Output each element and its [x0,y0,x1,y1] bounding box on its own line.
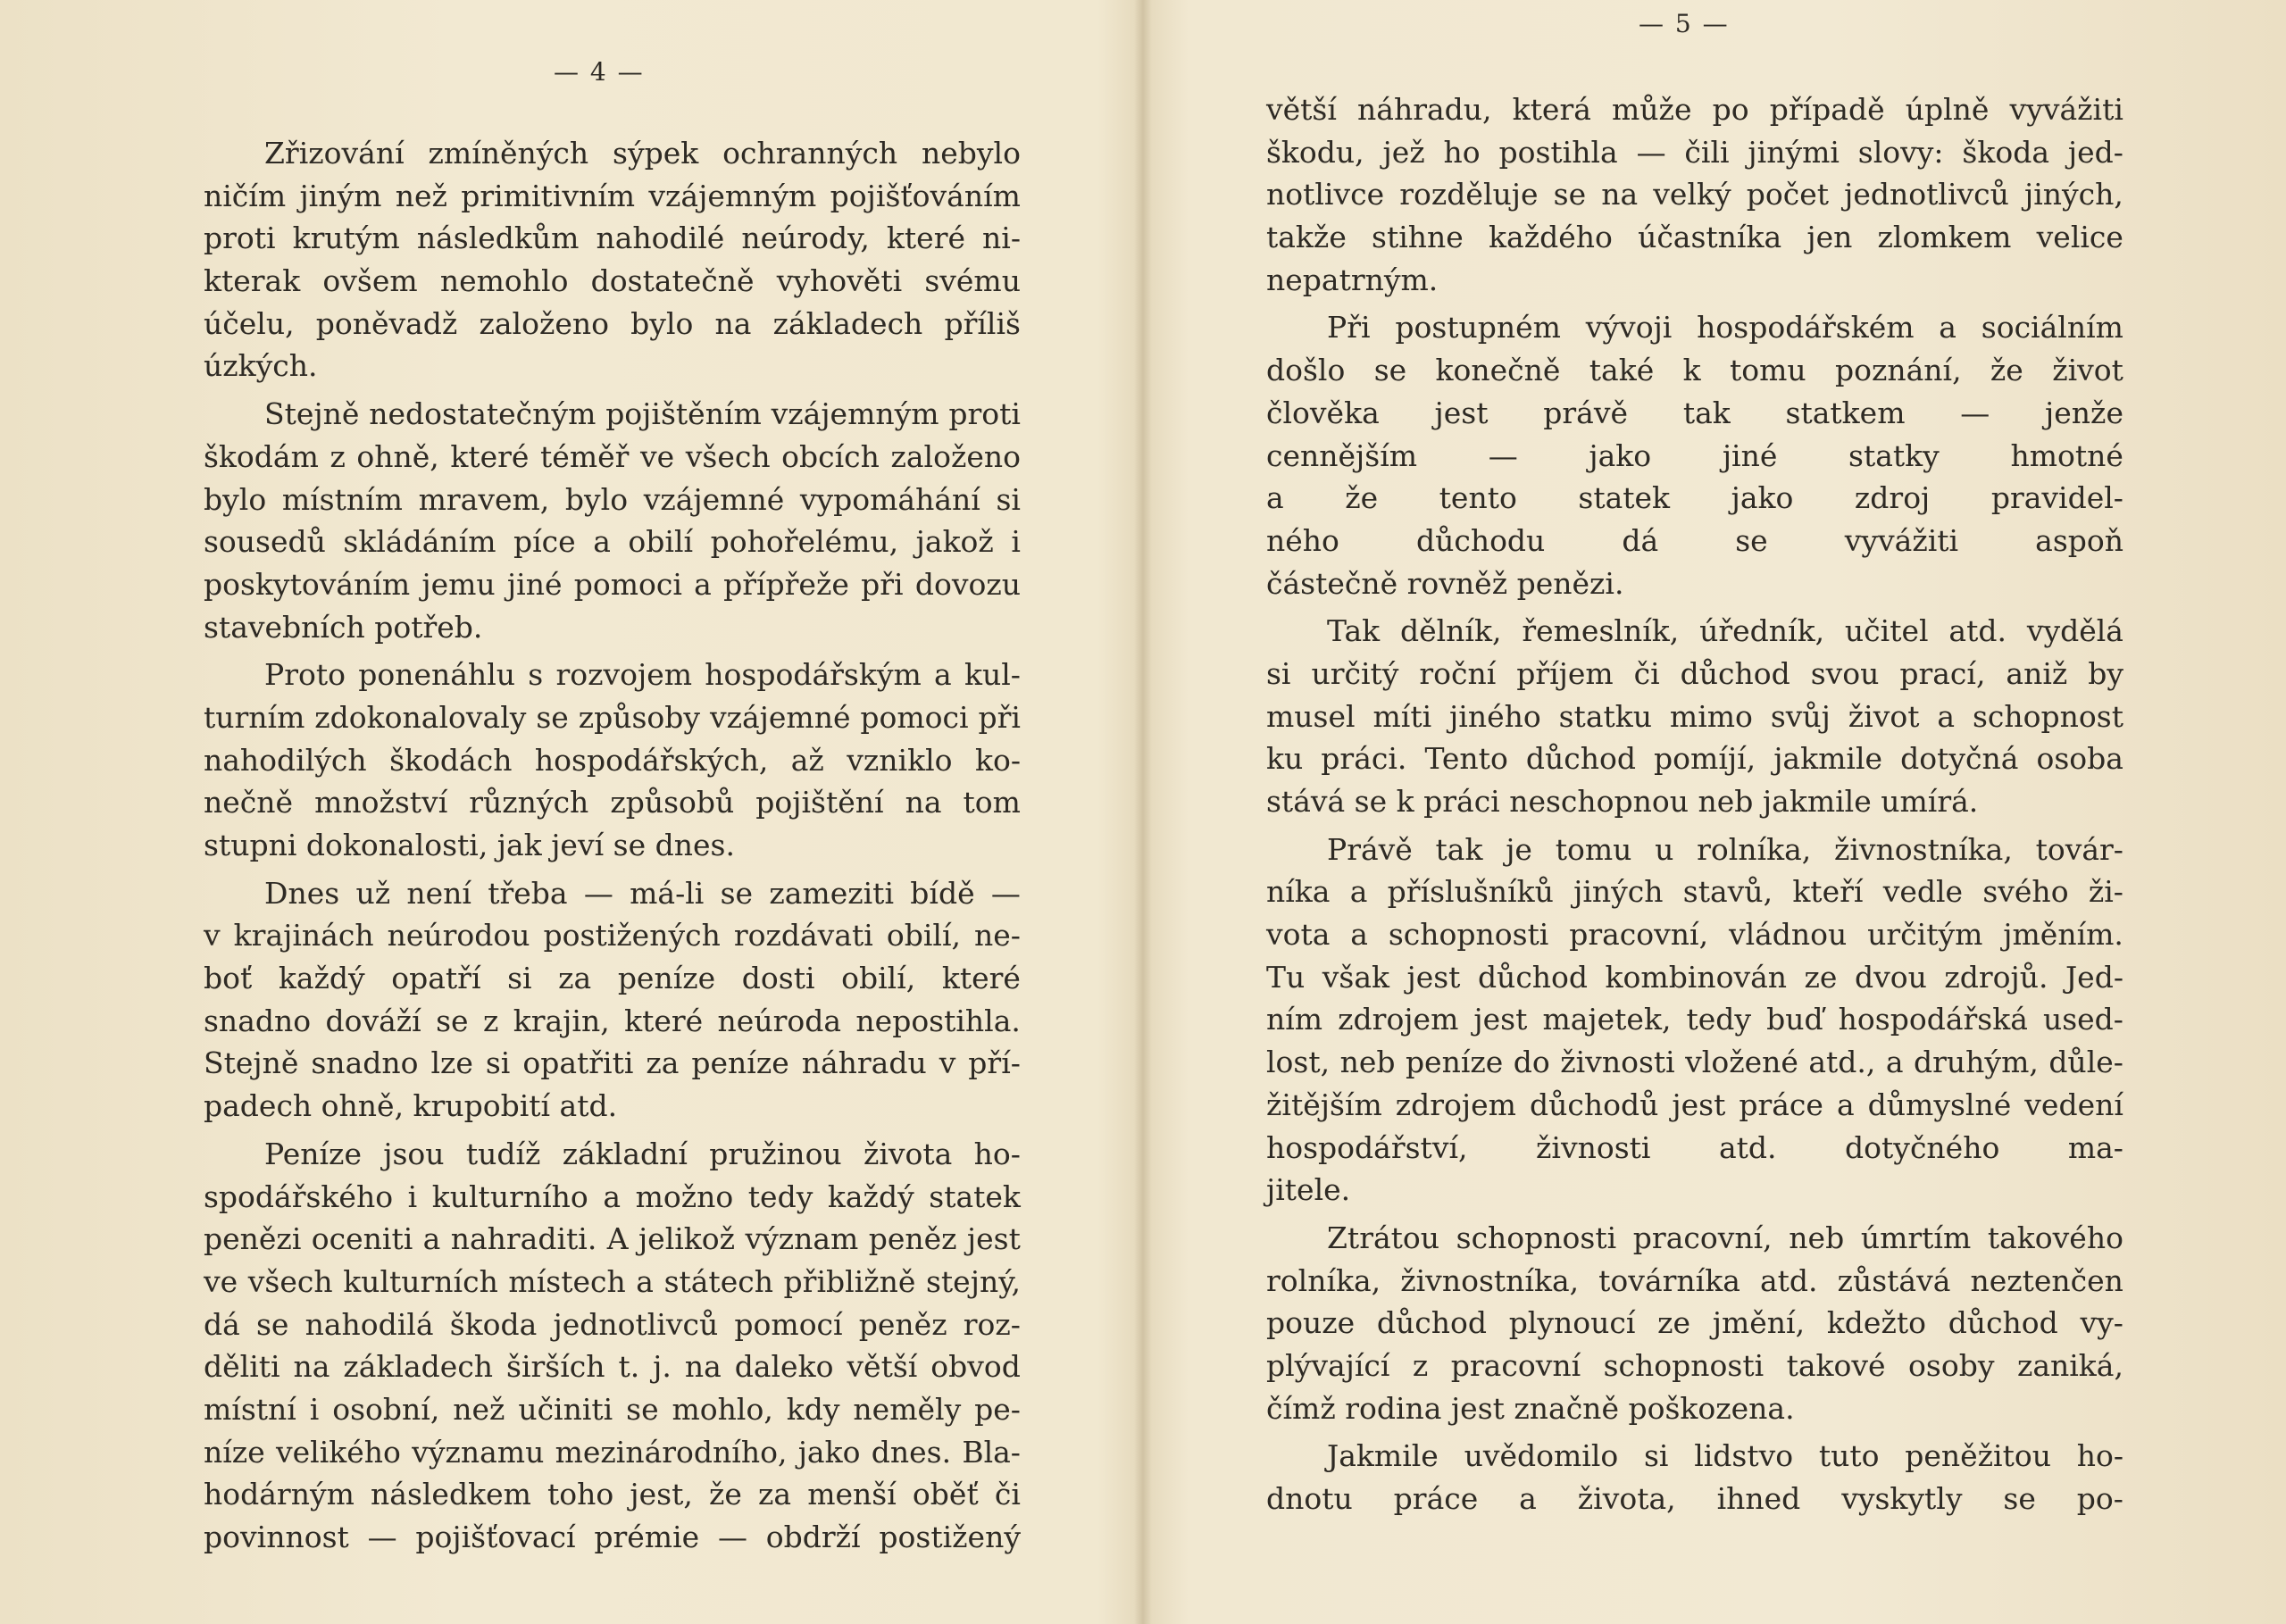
text-line: škodám z ohně, které téměř ve všech obcích založeno [204,438,1021,474]
text-line: stavebních potřeb. [204,609,483,645]
paragraph [204,393,1021,648]
text-line: Dnes už není třeba — má-li se zameziti bídě — [264,875,1021,911]
paragraph [1266,829,2123,1212]
text-line: musel míti jiného statku mimo svůj život a schopnost [1266,698,2123,734]
text-line: kterak ovšem nemohlo dostatečně vyhověti svému [204,263,1021,299]
right-page [1143,0,2286,1624]
text-line: Jakmile uvědomilo si lidstvo tuto peněžitou ho- [1327,1438,2123,1474]
paragraph [1266,88,2123,301]
paragraph [204,132,1021,387]
text-line: účelu, poněvadž založeno bylo na základech příliš [204,305,1021,341]
text-line: a že tento statek jako zdroj pravidel- [1266,480,2123,516]
text-line: níze velikého významu mezinárodního, jako dnes. Bla- [204,1434,1021,1470]
text-line: Stejně nedostatečným pojištěním vzájemným proti [264,396,1021,432]
text-line: pouze důchod plynoucí ze jmění, kdežto důchod vy- [1266,1305,2123,1341]
text-line: Právě tak je tomu u rolníka, živnostníka, továr- [1327,831,2123,867]
text-line: nečně množství různých způsobů pojištění na tom [204,785,1021,820]
text-line: nepatrným. [1266,262,1439,297]
text-line: níka a příslušníků jiných stavů, kteří vedle svého ži- [1266,874,2123,910]
text-line: padech ohně, krupobití atd. [204,1088,618,1124]
text-line: hospodářství, živnosti atd. dotyčného ma- [1266,1129,2123,1165]
paragraph [1266,1217,2123,1429]
text-line: Stejně snadno lze si opatřiti za peníze náhradu v pří- [204,1045,1021,1081]
text-line: Peníze jsou tudíž základní pružinou života ho- [264,1136,1021,1171]
text-line: plývající z pracovní schopnosti takové osoby zaniká, [1266,1347,2123,1383]
text-line: ku práci. Tento důchod pomíjí, jakmile dotyčná osoba [1266,741,2123,777]
text-line: takže stihne každého účastníka jen zlomkem velice [1266,220,2123,255]
text-line: hodárným následkem toho jest, že za menší oběť či [204,1477,1021,1512]
text-line: boť každý opatří si za peníze dosti obilí, které [204,961,1021,996]
text-line: ničím jiným než primitivním vzájemným pojišťováním [204,178,1021,213]
text-line: lost, neb peníze do živnosti vložené atd., a druhým, důle- [1266,1045,2123,1080]
text-line: ného důchodu dá se vyvážiti aspoň [1266,522,2123,558]
text-line: cennějším — jako jiné statky hmotné [1266,437,2123,473]
text-line: škodu, jež ho postihla — čili jinými slovy: škoda jed- [1266,134,2123,170]
text-line: povinnost — pojišťovací prémie — obdrží postižený [204,1520,1021,1554]
text-line: jitele. [1266,1172,1351,1208]
paragraph [204,654,1021,866]
text-line: penězi oceniti a nahraditi. A jelikož význam peněz jest [204,1221,1021,1257]
text-line: bylo místním mravem, bylo vzájemné vypomáhání si [204,481,1021,517]
left-page-text [204,132,1021,1564]
text-line: ve všech kulturních místech a státech přibližně stejný, [204,1263,1021,1299]
text-line: si určitý roční příjem či důchod svou prací, aniž by [1266,655,2123,691]
text-line: Při postupném vývoji hospodářském a sociálním [1327,310,2123,346]
paragraph [204,872,1021,1128]
text-line: Proto ponenáhlu s rozvojem hospodářským a kul- [264,657,1021,693]
right-page-text [1266,88,2123,1526]
paragraph [1266,610,2123,822]
text-line: rolníka, živnostníka, továrníka atd. zůstává neztenčen [1266,1262,2123,1298]
text-line: došlo se konečně také k tomu poznání, že život [1266,353,2123,388]
paragraph [204,1133,1021,1559]
text-line: dá se nahodilá škoda jednotlivců pomocí peněz roz- [204,1306,1021,1342]
text-line: proti krutým následkům nahodilé neúrody, které ni- [204,221,1021,256]
text-line: čímž rodina jest značně poškozena. [1266,1390,1795,1426]
text-line: Tak dělník, řemeslník, úředník, učitel atd. vydělá [1327,613,2123,649]
paragraph [1266,1435,2123,1520]
text-line: částečně rovněž penězi. [1266,565,1624,601]
text-line: vota a schopnosti pracovní, vládnou určitým jměním. [1266,917,2123,953]
text-line: Ztrátou schopnosti pracovní, neb úmrtím takového [1327,1220,2123,1255]
page-number: — 4 — [554,57,645,87]
text-line: turním zdokonalovaly se způsoby vzájemné pomoci při [204,699,1021,735]
text-line: místní i osobní, než učiniti se mohlo, kdy neměly pe- [204,1391,1021,1427]
text-line: děliti na základech širších t. j. na daleko větší obvod [204,1349,1021,1385]
text-line: dnotu práce a života, ihned vyskytly se po- [1266,1481,2123,1516]
paragraph [1266,306,2123,604]
text-line: spodářského i kulturního a možno tedy každý statek [204,1178,1021,1214]
text-line: ním zdrojem jest majetek, tedy buď hospodářská used- [1266,1002,2123,1037]
text-line: stává se k práci neschopnou neb jakmile umírá. [1266,784,1979,819]
text-line: nahodilých škodách hospodářských, až vzniklo ko- [204,742,1021,778]
text-line: Tu však jest důchod kombinován ze dvou zdrojů. Jed- [1266,959,2123,995]
text-line: snadno dováží se z krajin, které neúroda nepostihla. [204,1003,1021,1038]
text-line: poskytováním jemu jiné pomoci a přípřeže při dovozu [204,566,1021,602]
text-line: sousedů skládáním píce a obilí pohořelému, jakož i [204,524,1021,560]
text-line: notlivce rozděluje se na velký počet jednotlivců jiných, [1266,177,2123,212]
text-line: člověka jest právě tak statkem — jenže [1266,395,2123,430]
page-number: — 5 — [1639,9,1730,38]
text-line: v krajinách neúrodou postižených rozdávati obilí, ne- [204,918,1021,954]
text-line: žitějším zdrojem důchodů jest práce a důmyslné vedení [1266,1087,2123,1122]
text-line: Zřizování zmíněných sýpek ochranných nebylo [264,136,1021,171]
text-line: úzkých. [204,348,318,384]
text-line: větší náhradu, která může po případě úplně vyvážiti [1266,92,2123,127]
text-line: stupni dokonalosti, jak jeví se dnes. [204,828,735,862]
